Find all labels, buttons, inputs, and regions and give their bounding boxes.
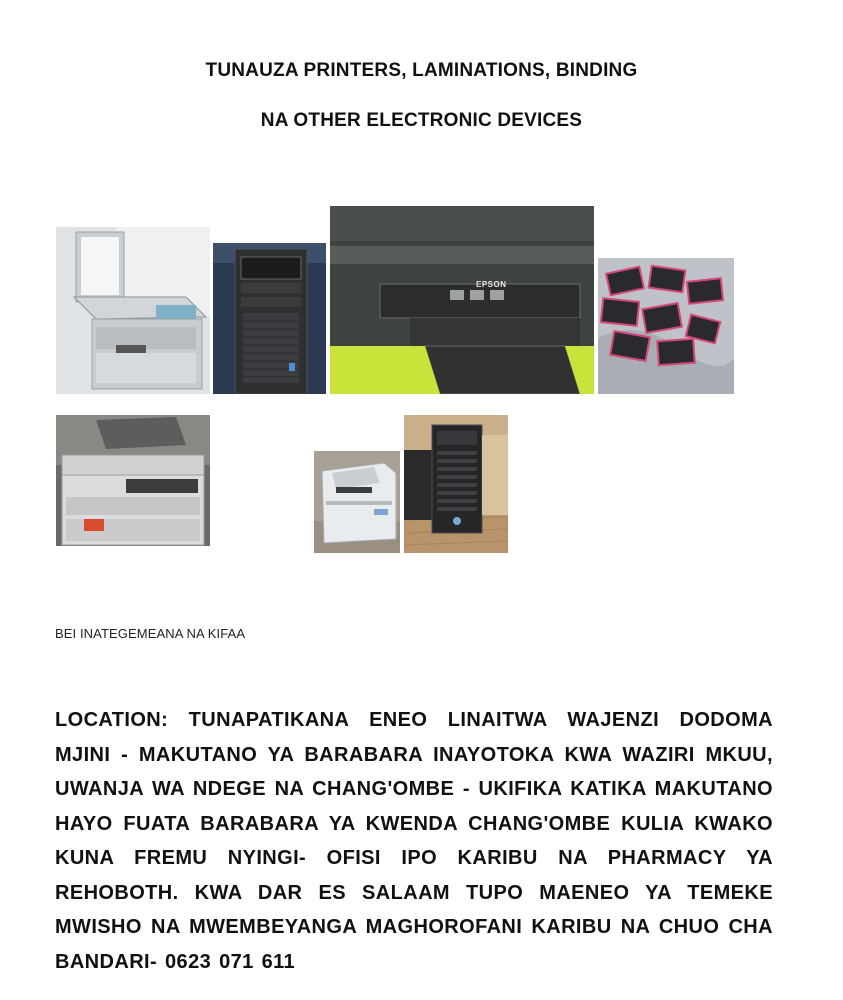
hp-tower-photo (404, 415, 508, 553)
desktop-tower-photo (213, 243, 326, 394)
heading-line-1: TUNAUZA PRINTERS, LAMINATIONS, BINDING (205, 60, 638, 81)
epson-printer-photo (330, 206, 594, 394)
heading-line-2: NA OTHER ELECTRONIC DEVICES (260, 110, 583, 131)
location-paragraph: LOCATION: TUNAPATIKANA ENEO LINAITWA WAJENZI DODOMA MJINI - MAKUTANO YA BARABARA INAYOTOKA KWA WAZIRI MKUU, UWANJA WA NDEGE NA CHANG'OMBE - UKIFIKA KATIKA MAKUTANO HAYO FUATA BARABARA YA KWENDA CHANG'OMBE KULIA KWAKO KUNA FREMU NYINGI- OFISI IPO KARIBU NA PHARMACY YA REHOBOTH. KWA DAR ES SALAAM TUPO MAENEO YA TEMEKE MWISHO NA MWEMBEYANGA MAGHOROFANI KARIBU NA CHUO CHA BANDARI- 0623 071 611 (55, 709, 773, 973)
photocopier-photo (56, 227, 210, 394)
price-note: BEI INATEGEMEANA NA KIFAA (55, 626, 246, 641)
epson-brand-text: EPSON (476, 280, 507, 289)
boxed-devices-photo (598, 258, 734, 394)
laser-printer-photo (314, 451, 400, 553)
multifunction-printer-photo (56, 415, 210, 546)
